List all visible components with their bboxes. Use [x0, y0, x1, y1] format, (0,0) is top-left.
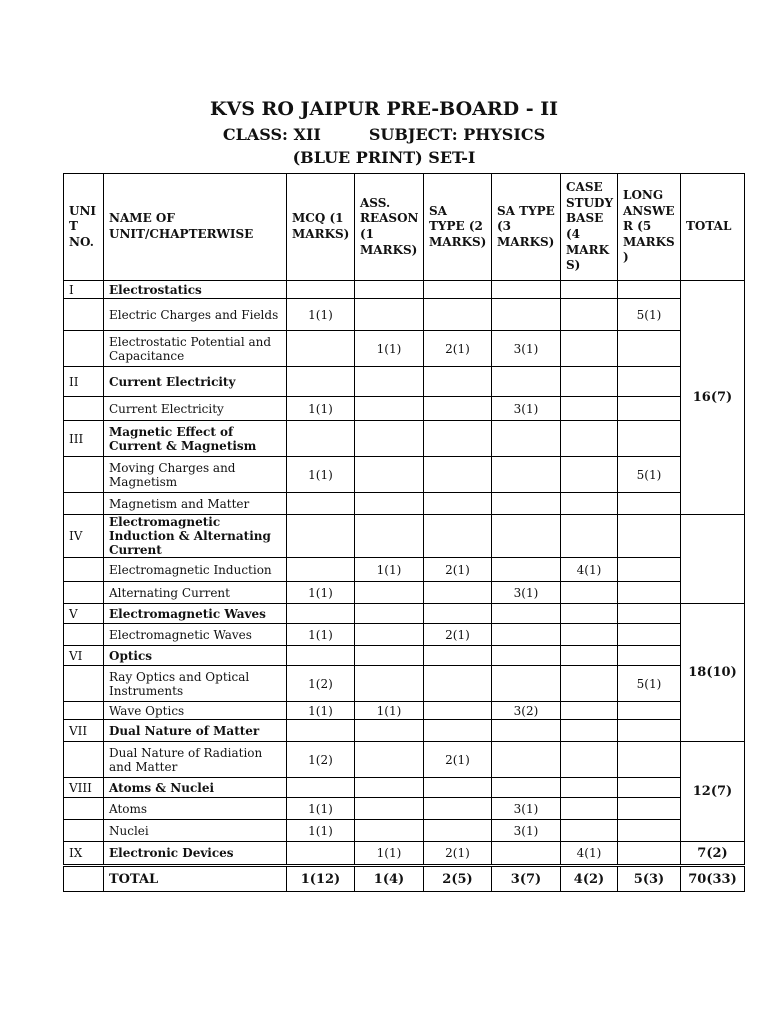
grand-total-row	[64, 866, 745, 892]
case-marks-cell	[561, 624, 618, 646]
table-row	[64, 624, 745, 646]
ar-marks-cell	[355, 720, 424, 742]
table-row	[64, 582, 745, 604]
col-sa2-header: SA TYPE (2 MARKS)	[424, 174, 492, 281]
unit-number-cell	[64, 742, 104, 778]
sa2-marks-cell	[424, 666, 492, 702]
sa2-marks-cell	[424, 702, 492, 720]
sa2-marks-cell: 2(1)	[424, 331, 492, 367]
ar-marks-cell	[355, 515, 424, 558]
ar-marks-cell	[355, 778, 424, 798]
ar-marks-cell	[355, 742, 424, 778]
long-marks-cell	[618, 778, 681, 798]
chapter-name-cell: Moving Charges and Magnetism	[104, 457, 287, 493]
long-marks-cell	[618, 582, 681, 604]
sa2-marks-cell	[424, 778, 492, 798]
mcq-marks-cell	[287, 558, 355, 582]
chapter-name-cell: Optics	[104, 646, 287, 666]
sa3-marks-cell	[492, 666, 561, 702]
total-total-cell: 70(33)	[681, 866, 745, 892]
mcq-marks-cell	[287, 367, 355, 397]
ar-marks-cell: 1(1)	[355, 331, 424, 367]
case-marks-cell	[561, 582, 618, 604]
class-label: CLASS: XII	[222, 125, 321, 144]
mcq-marks-cell: 1(1)	[287, 397, 355, 421]
mcq-marks-cell: 1(1)	[287, 582, 355, 604]
chapter-name-cell: Atoms	[104, 798, 287, 820]
unit-number-cell	[64, 558, 104, 582]
unit-number-cell	[64, 397, 104, 421]
page-title: KVS RO JAIPUR PRE-BOARD - II	[209, 98, 559, 120]
case-marks-cell	[561, 646, 618, 666]
sa3-marks-cell	[492, 604, 561, 624]
sa2-marks-cell	[424, 646, 492, 666]
sa3-marks-cell	[492, 421, 561, 457]
ar-marks-cell: 1(1)	[355, 702, 424, 720]
total-long-cell: 5(3)	[618, 866, 681, 892]
case-marks-cell	[561, 457, 618, 493]
table-row	[64, 281, 745, 299]
long-marks-cell	[618, 331, 681, 367]
sa2-marks-cell	[424, 798, 492, 820]
long-marks-cell	[618, 421, 681, 457]
sa3-marks-cell: 3(1)	[492, 798, 561, 820]
case-marks-cell	[561, 331, 618, 367]
case-marks-cell	[561, 666, 618, 702]
table-row	[64, 842, 745, 866]
case-marks-cell	[561, 397, 618, 421]
table-row	[64, 299, 745, 331]
table-row	[64, 646, 745, 666]
long-marks-cell	[618, 604, 681, 624]
mcq-marks-cell: 1(2)	[287, 666, 355, 702]
total-sa2-cell: 2(5)	[424, 866, 492, 892]
total-case-cell: 4(2)	[561, 866, 618, 892]
sa3-marks-cell	[492, 493, 561, 515]
unit-group-total-cell: 7(2)	[681, 842, 745, 866]
sa3-marks-cell	[492, 778, 561, 798]
sa2-marks-cell	[424, 421, 492, 457]
sa2-marks-cell	[424, 820, 492, 842]
table-row	[64, 720, 745, 742]
unit-number-cell	[64, 702, 104, 720]
col-total-header: TOTAL	[681, 174, 745, 281]
table-row	[64, 820, 745, 842]
case-marks-cell: 4(1)	[561, 558, 618, 582]
long-marks-cell: 5(1)	[618, 457, 681, 493]
sa2-marks-cell	[424, 281, 492, 299]
mcq-marks-cell	[287, 421, 355, 457]
sa3-marks-cell: 3(1)	[492, 820, 561, 842]
unit-number-cell: IV	[64, 515, 104, 558]
sa3-marks-cell	[492, 742, 561, 778]
ar-marks-cell	[355, 493, 424, 515]
sa3-marks-cell: 3(1)	[492, 582, 561, 604]
sa2-marks-cell	[424, 720, 492, 742]
table-row	[64, 558, 745, 582]
chapter-name-cell: Electrostatic Potential and Capacitance	[104, 331, 287, 367]
chapter-name-cell: Magnetism and Matter	[104, 493, 287, 515]
long-marks-cell	[618, 720, 681, 742]
case-marks-cell	[561, 720, 618, 742]
sa3-marks-cell	[492, 367, 561, 397]
chapter-name-cell: Current Electricity	[104, 397, 287, 421]
chapter-name-cell: Electromagnetic Waves	[104, 604, 287, 624]
unit-number-cell	[64, 493, 104, 515]
ar-marks-cell	[355, 397, 424, 421]
sa3-marks-cell	[492, 457, 561, 493]
sa2-marks-cell	[424, 397, 492, 421]
ar-marks-cell	[355, 666, 424, 702]
case-marks-cell	[561, 493, 618, 515]
long-marks-cell: 5(1)	[618, 666, 681, 702]
total-sa3-cell: 3(7)	[492, 866, 561, 892]
ar-marks-cell: 1(1)	[355, 558, 424, 582]
unit-number-cell	[64, 299, 104, 331]
unit-number-cell	[64, 798, 104, 820]
sa2-marks-cell	[424, 457, 492, 493]
long-marks-cell	[618, 646, 681, 666]
ar-marks-cell	[355, 299, 424, 331]
sa3-marks-cell: 3(2)	[492, 702, 561, 720]
table-row	[64, 702, 745, 720]
table-row	[64, 331, 745, 367]
ar-marks-cell	[355, 582, 424, 604]
case-marks-cell	[561, 604, 618, 624]
ar-marks-cell	[355, 367, 424, 397]
table-row	[64, 493, 745, 515]
sa3-marks-cell	[492, 558, 561, 582]
sa3-marks-cell	[492, 842, 561, 866]
long-marks-cell	[618, 281, 681, 299]
chapter-name-cell: Electric Charges and Fields	[104, 299, 287, 331]
long-marks-cell	[618, 367, 681, 397]
mcq-marks-cell	[287, 778, 355, 798]
case-marks-cell	[561, 367, 618, 397]
case-marks-cell	[561, 778, 618, 798]
ar-marks-cell	[355, 457, 424, 493]
mcq-marks-cell	[287, 493, 355, 515]
unit-group-total-cell: 16(7)	[681, 281, 745, 515]
mcq-marks-cell	[287, 720, 355, 742]
unit-number-cell	[64, 457, 104, 493]
mcq-marks-cell	[287, 842, 355, 866]
mcq-marks-cell	[287, 331, 355, 367]
unit-number-cell: VIII	[64, 778, 104, 798]
case-marks-cell: 4(1)	[561, 842, 618, 866]
table-row	[64, 367, 745, 397]
chapter-name-cell: Magnetic Effect of Current & Magnetism	[104, 421, 287, 457]
chapter-name-cell: Atoms & Nuclei	[104, 778, 287, 798]
mcq-marks-cell	[287, 281, 355, 299]
unit-number-cell: VII	[64, 720, 104, 742]
sa2-marks-cell: 2(1)	[424, 842, 492, 866]
col-mcq-header: MCQ (1 MARKS)	[287, 174, 355, 281]
mcq-marks-cell: 1(2)	[287, 742, 355, 778]
case-marks-cell	[561, 742, 618, 778]
chapter-name-cell: Dual Nature of Matter	[104, 720, 287, 742]
unit-number-cell	[64, 624, 104, 646]
sa3-marks-cell	[492, 281, 561, 299]
total-row-label: TOTAL	[104, 866, 287, 892]
long-marks-cell	[618, 798, 681, 820]
unit-group-total-cell: 12(7)	[681, 742, 745, 842]
case-marks-cell	[561, 702, 618, 720]
col-unit-header: UNI T NO.	[64, 174, 104, 281]
subject-label: SUBJECT: PHYSICS	[368, 125, 546, 144]
mcq-marks-cell: 1(1)	[287, 457, 355, 493]
ar-marks-cell	[355, 646, 424, 666]
mcq-marks-cell: 1(1)	[287, 299, 355, 331]
sa3-marks-cell	[492, 624, 561, 646]
chapter-name-cell: Current Electricity	[104, 367, 287, 397]
unit-number-cell	[64, 666, 104, 702]
chapter-name-cell: Nuclei	[104, 820, 287, 842]
chapter-name-cell: Alternating Current	[104, 582, 287, 604]
case-marks-cell	[561, 299, 618, 331]
sa2-marks-cell	[424, 582, 492, 604]
long-marks-cell	[618, 842, 681, 866]
sa3-marks-cell	[492, 299, 561, 331]
case-marks-cell	[561, 421, 618, 457]
ar-marks-cell	[355, 624, 424, 646]
sa2-marks-cell: 2(1)	[424, 624, 492, 646]
table-row	[64, 397, 745, 421]
mcq-marks-cell: 1(1)	[287, 798, 355, 820]
unit-number-cell: IX	[64, 842, 104, 866]
ar-marks-cell	[355, 798, 424, 820]
sa3-marks-cell: 3(1)	[492, 331, 561, 367]
unit-number-cell: V	[64, 604, 104, 624]
total-ar-cell: 1(4)	[355, 866, 424, 892]
sa2-marks-cell: 2(1)	[424, 558, 492, 582]
long-marks-cell	[618, 515, 681, 558]
sa3-marks-cell	[492, 646, 561, 666]
col-case-header: CASE STUDY BASE (4 MARK S)	[561, 174, 618, 281]
table-row	[64, 421, 745, 457]
sa3-marks-cell	[492, 720, 561, 742]
sa2-marks-cell	[424, 367, 492, 397]
header-row	[64, 174, 745, 281]
ar-marks-cell	[355, 281, 424, 299]
unit-number-cell: II	[64, 367, 104, 397]
unit-number-cell: I	[64, 281, 104, 299]
unit-number-cell: VI	[64, 646, 104, 666]
unit-number-cell	[64, 820, 104, 842]
case-marks-cell	[561, 798, 618, 820]
chapter-name-cell: Electromagnetic Waves	[104, 624, 287, 646]
unit-number-cell: III	[64, 421, 104, 457]
chapter-name-cell: Dual Nature of Radiation and Matter	[104, 742, 287, 778]
blueprint-table	[63, 173, 745, 892]
table-row	[64, 798, 745, 820]
case-marks-cell	[561, 281, 618, 299]
long-marks-cell	[618, 820, 681, 842]
sa2-marks-cell	[424, 604, 492, 624]
sa2-marks-cell	[424, 515, 492, 558]
table-row	[64, 742, 745, 778]
long-marks-cell	[618, 702, 681, 720]
case-marks-cell	[561, 820, 618, 842]
long-marks-cell	[618, 624, 681, 646]
sa2-marks-cell: 2(1)	[424, 742, 492, 778]
unit-group-total-cell: 18(10)	[681, 604, 745, 742]
table-row	[64, 457, 745, 493]
mcq-marks-cell	[287, 604, 355, 624]
class-subject-line	[0, 125, 768, 144]
chapter-name-cell: Electrostatics	[104, 281, 287, 299]
sa2-marks-cell	[424, 493, 492, 515]
mcq-marks-cell: 1(1)	[287, 702, 355, 720]
mcq-marks-cell	[287, 515, 355, 558]
sa3-marks-cell: 3(1)	[492, 397, 561, 421]
table-row	[64, 778, 745, 798]
col-name-header: NAME OF UNIT/CHAPTERWISE	[104, 174, 287, 281]
unit-number-cell	[64, 582, 104, 604]
mcq-marks-cell: 1(1)	[287, 624, 355, 646]
col-long-header: LONG ANSWE R (5 MARKS )	[618, 174, 681, 281]
table-row	[64, 666, 745, 702]
mcq-marks-cell: 1(1)	[287, 820, 355, 842]
ar-marks-cell: 1(1)	[355, 842, 424, 866]
long-marks-cell	[618, 742, 681, 778]
unit-number-cell	[64, 331, 104, 367]
sa2-marks-cell	[424, 299, 492, 331]
long-marks-cell	[618, 558, 681, 582]
total-row-blank-cell	[64, 866, 104, 892]
ar-marks-cell	[355, 604, 424, 624]
chapter-name-cell: Electromagnetic Induction	[104, 558, 287, 582]
table-body	[64, 281, 745, 892]
table-row	[64, 515, 745, 558]
ar-marks-cell	[355, 820, 424, 842]
long-marks-cell	[618, 397, 681, 421]
chapter-name-cell: Electronic Devices	[104, 842, 287, 866]
sa3-marks-cell	[492, 515, 561, 558]
ar-marks-cell	[355, 421, 424, 457]
blueprint-subtitle: (BLUE PRINT) SET-I	[292, 148, 476, 167]
col-ar-header: ASS. REASON (1 MARKS)	[355, 174, 424, 281]
chapter-name-cell: Wave Optics	[104, 702, 287, 720]
total-mcq-cell: 1(12)	[287, 866, 355, 892]
case-marks-cell	[561, 515, 618, 558]
mcq-marks-cell	[287, 646, 355, 666]
table-row	[64, 604, 745, 624]
long-marks-cell: 5(1)	[618, 299, 681, 331]
long-marks-cell	[618, 493, 681, 515]
chapter-name-cell: Ray Optics and Optical Instruments	[104, 666, 287, 702]
chapter-name-cell: Electromagnetic Induction & Alternating Current	[104, 515, 287, 558]
col-sa3-header: SA TYPE (3 MARKS)	[492, 174, 561, 281]
